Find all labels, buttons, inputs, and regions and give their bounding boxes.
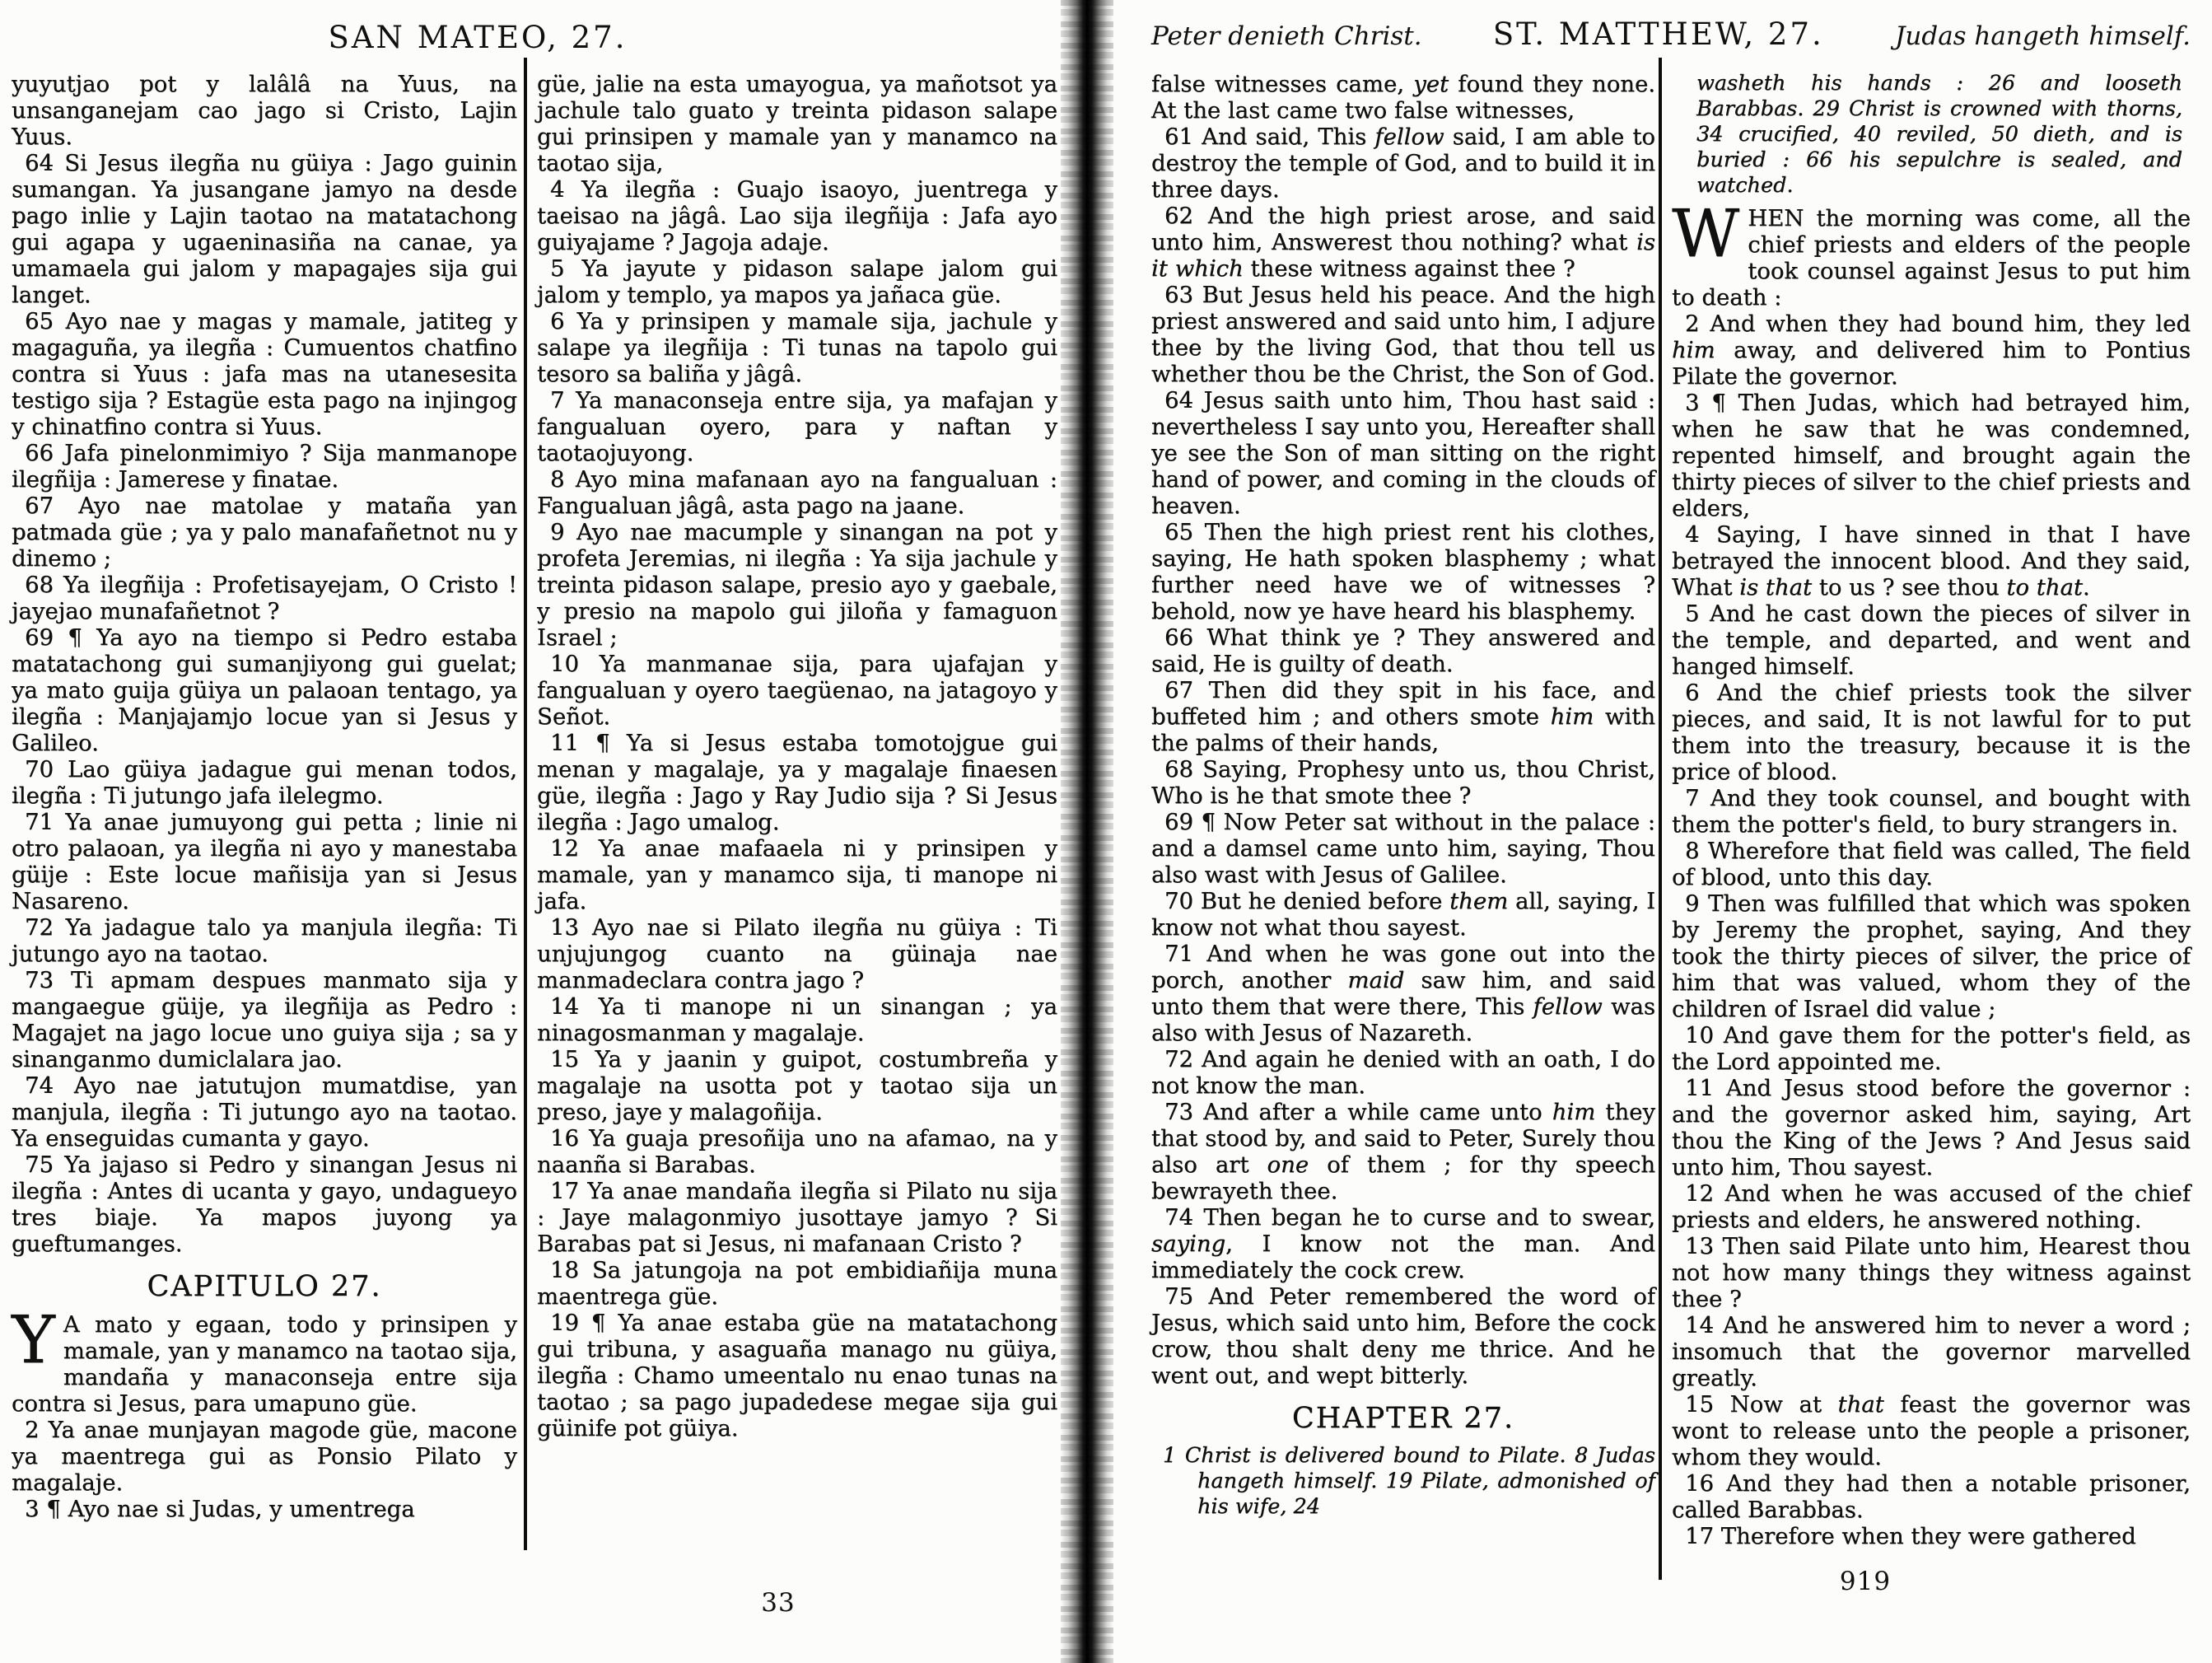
verse-paragraph: 68 Ya ilegñija : Profetisayejam, O Cristo ! jayejao munafañetnot ? bbox=[12, 572, 517, 624]
verse-paragraph: 15 Now at that feast the governor was wont to release unto the people a prisoner, whom they would. bbox=[1672, 1391, 2191, 1470]
verse-paragraph: 15 Ya y jaanin y guipot, costumbreña y magalaje na usotta pot y taotao sija un preso, jaye y malagoñija. bbox=[537, 1046, 1057, 1125]
verse-paragraph: 7 And they took counsel, and bought with them the potter's field, to bury strangers in. bbox=[1672, 785, 2191, 838]
verse-paragraph: 7 Ya manaconseja entre sija, ya mafajan y fangualuan oyero, para y naftan y taotaojuyong. bbox=[537, 387, 1057, 466]
verse-paragraph: 68 Saying, Prophesy unto us, thou Christ, Who is he that smote thee ? bbox=[1151, 756, 1655, 809]
verse-paragraph: 12 And when he was accused of the chief priests and elders, he answered nothing. bbox=[1672, 1180, 2191, 1233]
verse-paragraph: 11 And Jesus stood before the governor : and the governor asked him, saying, Art thou the King of the Jews ? And Jesus said unto him, Thou sayest. bbox=[1672, 1075, 2191, 1180]
verse-paragraph: 4 Saying, I have sinned in that I have betrayed the innocent blood. And they said, What is that to us ? see thou to that. bbox=[1672, 521, 2191, 600]
verse-paragraph: 4 Ya ilegña : Guajo isaoyo, juentrega y taeisao na jâgâ. Lao sija ilegñija : Jafa ayo guiyajame ? Jagoja adaje. bbox=[537, 176, 1057, 255]
running-head-right: Judas hangeth himself. bbox=[1894, 21, 2191, 51]
verse-paragraph: WHEN the morning was come, all the chief priests and elders of the people took counsel against Jesus to put him to death : bbox=[1672, 195, 2191, 311]
verse-paragraph: 64 Jesus saith unto him, Thou hast said : nevertheless I say unto you, Hereafter shall ye see the Son of man sitting on the right hand of power, and coming in the clouds of heaven. bbox=[1151, 387, 1655, 519]
verse-paragraph: 3 ¶ Then Judas, which had betrayed him, when he saw that he was condemned, repented himself, and brought again the thirty pieces of silver to the chief priests and elders, bbox=[1672, 390, 2191, 521]
verse-paragraph: 72 Ya jadague talo ya manjula ilegña: Ti jutungo ayo na taotao. bbox=[12, 914, 517, 967]
verse-paragraph: 16 And they had then a notable prisoner, called Barabbas. bbox=[1672, 1470, 2191, 1523]
verse-paragraph: 69 ¶ Now Peter sat without in the palace : and a damsel came unto him, saying, Thou also wast with Jesus of Galilee. bbox=[1151, 809, 1655, 888]
left-page-title: SAN MATEO, 27. bbox=[328, 20, 628, 55]
verse-paragraph: 70 But he denied before them all, saying, I know not what thou sayest. bbox=[1151, 888, 1656, 941]
verse-paragraph: 63 But Jesus held his peace. And the high priest answered and said unto him, I adjure thee by the living God, that thou tell us whether thou be the Christ, the Son of God. bbox=[1151, 282, 1655, 387]
running-head-left: Peter denieth Christ. bbox=[1151, 21, 1422, 51]
drop-cap-initial: W bbox=[1672, 195, 1740, 272]
verse-paragraph: 10 And gave them for the potter's field, as the Lord appointed me. bbox=[1672, 1022, 2191, 1075]
verse-paragraph: 12 Ya anae mafaaela ni y prinsipen y mamale, yan y manamco sija, ti manope ni jafa. bbox=[537, 835, 1057, 914]
right-column-2 bbox=[1672, 71, 2191, 1549]
verse-paragraph: 71 And when he was gone out into the porch, another maid saw him, and said unto them that were there, This fellow was also with Jesus of Nazareth. bbox=[1151, 941, 1655, 1046]
chapter-summary: washeth his hands : 26 and looseth Barabbas. 29 Christ is crowned with thorns, 34 crucified, 40 reviled, 50 dieth, and is buried : 66 his sepulchre is sealed, and watched. bbox=[1696, 71, 2182, 198]
verse-paragraph: 11 ¶ Ya si Jesus estaba tomotojgue gui menan y magalaje, ya y magalaje finaesen güe, ilegña : Jago y Ray Judio sija ? Si Jesus ilegña : Jago umalog. bbox=[537, 730, 1057, 835]
column-divider bbox=[524, 58, 527, 1550]
verse-paragraph: 75 Ya jajaso si Pedro y sinangan Jesus ni ilegña : Antes di ucanta y gayo, undagueyo tres biaje. Ya mapos juyong ya gueftumanges. bbox=[12, 1151, 517, 1257]
right-page-title: ST. MATTHEW, 27. bbox=[1492, 16, 1824, 52]
verse-paragraph: 16 Ya guaja presoñija uno na afamao, na y naanña si Barabas. bbox=[537, 1125, 1057, 1178]
verse-paragraph: 5 And he cast down the pieces of silver in the temple, and departed, and went and hanged himself. bbox=[1672, 600, 2191, 680]
verse-paragraph: 74 Then began he to curse and to swear, saying, I know not the man. And immediately the cock crew. bbox=[1151, 1204, 1655, 1283]
verse-paragraph: 65 Ayo nae y magas y mamale, jatiteg y magaguña, ya ilegña : Cumuentos chatfino contra si Yuus : jafa mas na utanesesita testigo sija ? Estagüe esta pago na injingog y chinatfino contra si Yuus. bbox=[12, 308, 517, 440]
verse-paragraph: 18 Sa jatungoja na pot embidiañija muna maentrega güe. bbox=[537, 1257, 1057, 1310]
verse-paragraph: 9 Ayo nae macumple y sinangan na pot y profeta Jeremias, ni ilegña : Ya sija jachule y treinta pidason salape, presio ayo y gaebale, y presio na mapolo gui jiloña y famaguon Israel ; bbox=[537, 519, 1057, 651]
verse-paragraph: false witnesses came, yet found they none. At the last came two false witnesses, bbox=[1151, 71, 1655, 124]
verse-paragraph: 2 And when they had bound him, they led him away, and delivered him to Pontius Pilate the governor. bbox=[1672, 311, 2191, 390]
verse-paragraph: 10 Ya manmanae sija, para ujafajan y fangualuan y oyero taegüenao, na jatagoyo y Señot. bbox=[537, 651, 1057, 730]
verse-paragraph: 71 Ya anae jumuyong gui petta ; linie ni otro palaoan, ya ilegña ni ayo y manestaba güije : Este locue mañisija yan si Jesus Nasareno. bbox=[12, 809, 517, 914]
verse-paragraph: 8 Wherefore that field was called, The field of blood, unto this day. bbox=[1672, 838, 2191, 890]
verse-paragraph: 3 ¶ Ayo nae si Judas, y umentrega bbox=[25, 1496, 415, 1522]
column-divider bbox=[1659, 58, 1662, 1580]
right-page-number: 919 bbox=[1839, 1567, 1892, 1596]
verse-paragraph: 66 What think ye ? They answered and said, He is guilty of death. bbox=[1151, 624, 1655, 677]
verse-paragraph: 13 Then said Pilate unto him, Hearest thou not how many things they witness against thee ? bbox=[1672, 1233, 2191, 1312]
verse-paragraph: 67 Then did they spit in his face, and buffeted him ; and others smote him with the palms of their hands, bbox=[1151, 677, 1655, 756]
verse-paragraph: 2 Ya anae munjayan magode güe, macone ya maentrega gui as Ponsio Pilato y magalaje. bbox=[12, 1417, 517, 1496]
verse-paragraph: 73 Ti apmam despues manmato sija y mangaegue güije, ya ilegñija as Pedro : Magajet na jago locue uno guiya sija ; sa y sinanganmo dumiclalara jao. bbox=[12, 967, 517, 1072]
verse-paragraph: 74 Ayo nae jatutujon mumatdise, yan manjula, ilegña : Ti jutungo ayo na taotao. Ya enseguidas cumanta y gayo. bbox=[12, 1072, 517, 1151]
left-page-number: 33 bbox=[761, 1588, 796, 1618]
right-page-header bbox=[1151, 16, 2191, 52]
verse-paragraph: 14 And he answered him to never a word ; insomuch that the governor marvelled greatly. bbox=[1672, 1312, 2191, 1391]
chapter-heading: CAPITULO 27. bbox=[147, 1270, 382, 1303]
verse-paragraph: 72 And again he denied with an oath, I do not know the man. bbox=[1151, 1046, 1655, 1099]
verse-paragraph: 61 And said, This fellow said, I am able to destroy the temple of God, and to build it in three days. bbox=[1151, 124, 1655, 203]
verse-paragraph: Y A mato y egaan, todo y prinsipen y mamale, yan y manamco na taotao sija, mandaña y manaconseja entre sija contra si Jesus, para umapuno güe. bbox=[12, 1301, 517, 1417]
verse-paragraph: 19 ¶ Ya anae estaba güe na matatachong gui tribuna, y asaguaña manago nu güiya, ilegña : Chamo umeentalo nu enao tunas na taotao ; sa pago jupadedese megae sija gui güinife pot güiya. bbox=[537, 1310, 1057, 1441]
verse-paragraph: 8 Ayo mina mafanaan ayo na fangualuan : Fangualuan jâgâ, asta pago na jaane. bbox=[537, 466, 1057, 519]
chapter-summary: 1 Christ is delivered bound to Pilate. 8 Judas hangeth himself. 19 Pilate, admonished of his wife, 24 bbox=[1163, 1443, 1655, 1519]
verse-paragraph: 66 Jafa pinelonmimiyo ? Sija manmanope ilegñija : Jamerese y finatae. bbox=[12, 440, 517, 493]
left-column-1 bbox=[12, 71, 517, 1522]
verse-paragraph: 14 Ya ti manope ni un sinangan ; ya ninagosmanman y magalaje. bbox=[537, 993, 1057, 1046]
verse-paragraph: 6 And the chief priests took the silver pieces, and said, It is not lawful for to put them into the treasury, because it is the price of blood. bbox=[1672, 680, 2191, 785]
verse-paragraph: 69 ¶ Ya ayo na tiempo si Pedro estaba matatachong gui sumanjiyong gui guelat; ya mato guija güiya un palaoan tentago, ya ilegña : Manjajamjo locue yan si Jesus y Galileo. bbox=[12, 624, 517, 756]
verse-paragraph: 64 Si Jesus ilegña nu güiya : Jago guinin sumangan. Ya jusangane jamyo na desde pago inlie y Lajin taotao na matatachong gui agapa y ugaeninasiña na canae, ya umamaela gui jalom y mapagajes sija gui langet. bbox=[12, 150, 517, 308]
verse-paragraph: 70 Lao güiya jadague gui menan todos, ilegña : Ti jutungo jafa ilelegmo. bbox=[12, 756, 517, 809]
chapter-heading: CHAPTER 27. bbox=[1291, 1402, 1515, 1435]
verse-paragraph: 5 Ya jayute y pidason salape jalom gui jalom y templo, ya mapos ya jañaca güe. bbox=[537, 255, 1057, 308]
verse-paragraph: 67 Ayo nae matolae y mataña yan patmada güe ; ya y palo manafañetnot nu y dinemo ; bbox=[12, 493, 517, 572]
verse-paragraph: 73 And after a while came unto him they that stood by, and said to Peter, Surely thou also art one of them ; for thy speech bewrayeth thee. bbox=[1151, 1099, 1656, 1204]
verse-paragraph: 65 Then the high priest rent his clothes, saying, He hath spoken blasphemy ; what further need have we of witnesses ? behold, now ye have heard his blasphemy. bbox=[1151, 519, 1655, 624]
page-gutter bbox=[1061, 0, 1113, 1663]
verse-paragraph: 17 Ya anae mandaña ilegña si Pilato nu sija : Jaye malagonmiyo jusottaye jamyo ? Si Barabas pat si Jesus, ni mafanaan Cristo ? bbox=[537, 1178, 1057, 1257]
verse-paragraph: 6 Ya y prinsipen y mamale sija, jachule y salape ya ilegñija : Ti tunas na tapolo gui tesoro sa baliña y jâgâ. bbox=[537, 308, 1057, 387]
left-column-2 bbox=[537, 71, 1057, 1441]
verse-paragraph: 75 And Peter remembered the word of Jesus, which said unto him, Before the cock crow, thou shalt deny me thrice. And he went out, and wept bitterly. bbox=[1151, 1283, 1655, 1389]
verse-paragraph: 17 Therefore when they were gathered bbox=[1685, 1523, 2136, 1549]
verse-paragraph: yuyutjao pot y lalâlâ na Yuus, na unsanganejam cao jago si Cristo, Lajin Yuus. bbox=[12, 71, 517, 150]
verse-paragraph: 62 And the high priest arose, and said unto him, Answerest thou nothing? what is it which these witness against thee ? bbox=[1151, 203, 1655, 282]
drop-cap-initial: Y bbox=[12, 1301, 55, 1378]
verse-paragraph: 9 Then was fulfilled that which was spoken by Jeremy the prophet, saying, And they took the thirty pieces of silver, the price of him that was valued, whom they of the children of Israel did value ; bbox=[1672, 890, 2191, 1022]
verse-paragraph: güe, jalie na esta umayogua, ya mañotsot ya jachule talo guato y treinta pidason salape gui prinsipen y mamale yan y manamco na taotao sija, bbox=[537, 71, 1057, 176]
verse-paragraph: 13 Ayo nae si Pilato ilegña nu güiya : Ti unjujungog cuanto na güinaja nae manmadeclara contra jago ? bbox=[537, 914, 1057, 993]
right-column-1 bbox=[1151, 71, 1655, 1520]
